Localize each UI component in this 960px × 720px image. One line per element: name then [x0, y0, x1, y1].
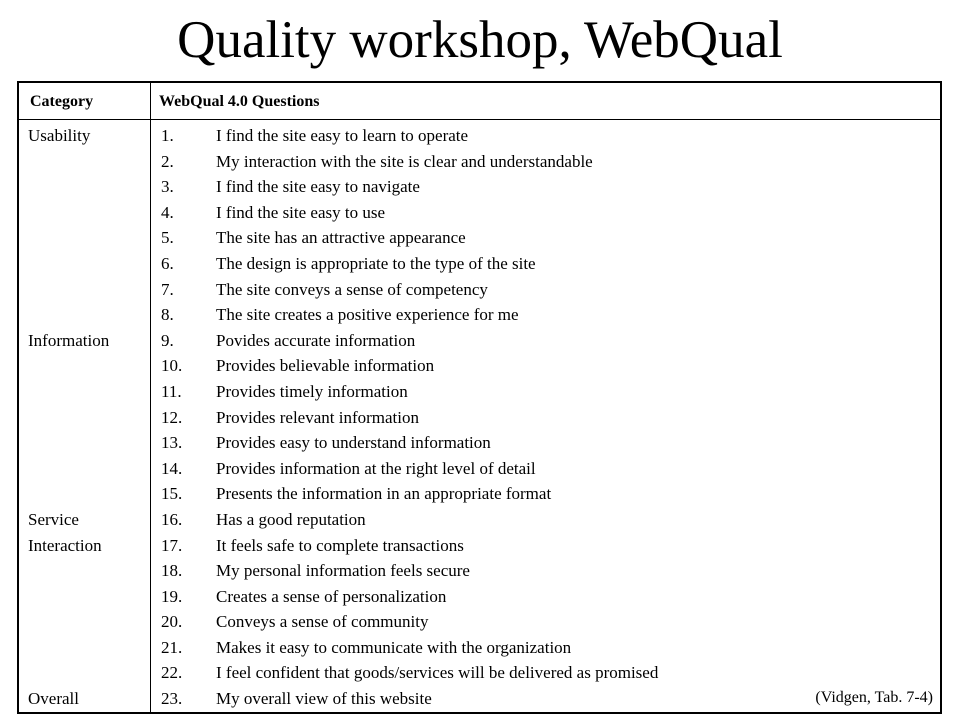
- column-header-questions: WebQual 4.0 Questions: [159, 93, 320, 110]
- question-text: Provides relevant information: [216, 407, 420, 427]
- question-number: 4.: [161, 202, 174, 222]
- question-number: 15.: [161, 484, 183, 504]
- category-overall: Overall: [28, 689, 79, 709]
- question-item: [161, 584, 658, 610]
- category-information: Information: [28, 330, 110, 350]
- question-text: The design is appropriate to the type of the site: [216, 253, 536, 273]
- question-text: Provides believable information: [216, 356, 435, 376]
- question-item: [161, 200, 658, 226]
- webqual-table: [17, 81, 942, 714]
- question-text: My interaction with the site is clear and understandable: [216, 151, 593, 171]
- question-item: [161, 481, 658, 507]
- question-number: 20.: [161, 612, 183, 632]
- source-citation: (Vidgen, Tab. 7-4): [815, 689, 933, 706]
- question-number: 10.: [161, 356, 183, 376]
- question-number: 13.: [161, 433, 183, 453]
- question-text: The site conveys a sense of competency: [216, 279, 488, 299]
- question-item: [161, 558, 658, 584]
- question-list: [161, 123, 658, 712]
- question-item: [161, 123, 658, 149]
- question-text: Provides information at the right level of detail: [216, 458, 536, 478]
- column-divider: [150, 83, 151, 712]
- question-number: 22.: [161, 663, 183, 683]
- question-text: Has a good reputation: [216, 509, 366, 529]
- question-item: [161, 225, 658, 251]
- question-number: 12.: [161, 407, 183, 427]
- question-number: 17.: [161, 535, 183, 555]
- question-item: [161, 302, 658, 328]
- question-number: 8.: [161, 305, 174, 325]
- question-number: 7.: [161, 279, 174, 299]
- question-item: [161, 456, 658, 482]
- question-number: 19.: [161, 586, 183, 606]
- category-usability: Usability: [28, 126, 91, 145]
- category-interaction: Interaction: [28, 535, 102, 555]
- question-item: [161, 149, 658, 175]
- question-text: Povides accurate information: [216, 330, 416, 350]
- question-text: Conveys a sense of community: [216, 612, 429, 632]
- question-item: [161, 635, 658, 661]
- header-divider: [19, 119, 940, 120]
- category-service: Service: [28, 510, 79, 529]
- question-number: 16.: [161, 509, 183, 529]
- question-text: My personal information feels secure: [216, 561, 470, 581]
- question-text: Makes it easy to communicate with the organization: [216, 637, 572, 657]
- question-text: Provides easy to understand information: [216, 433, 491, 453]
- question-item: [161, 533, 658, 559]
- column-header-category: Category: [30, 93, 94, 110]
- question-text: The site has an attractive appearance: [216, 228, 466, 248]
- question-item: [161, 277, 658, 303]
- question-number: 6.: [161, 253, 174, 273]
- question-text: Presents the information in an appropriate format: [216, 484, 552, 504]
- question-text: My overall view of this website: [216, 689, 432, 709]
- question-number: 1.: [161, 126, 174, 145]
- question-text: I feel confident that goods/services will be delivered as promised: [216, 663, 659, 683]
- question-number: 2.: [161, 151, 174, 171]
- question-number: 5.: [161, 228, 174, 248]
- question-text: I find the site easy to use: [216, 202, 386, 222]
- question-item: [161, 353, 658, 379]
- question-item: [161, 328, 658, 354]
- question-item: [161, 660, 658, 686]
- question-number: 3.: [161, 177, 174, 197]
- question-number: 14.: [161, 458, 183, 478]
- question-item: [161, 405, 658, 431]
- question-item: [161, 379, 658, 405]
- question-number: 18.: [161, 561, 183, 581]
- question-item: [161, 251, 658, 277]
- question-number: 9.: [161, 330, 174, 350]
- question-item: [161, 609, 658, 635]
- question-text: It feels safe to complete transactions: [216, 535, 464, 555]
- page-title: Quality workshop, WebQual: [177, 11, 783, 69]
- question-text: The site creates a positive experience for me: [216, 305, 519, 325]
- question-item: [161, 430, 658, 456]
- question-number: 11.: [161, 381, 182, 401]
- question-text: Creates a sense of personalization: [216, 586, 447, 606]
- question-number: 21.: [161, 637, 183, 657]
- question-number: 23.: [161, 689, 183, 709]
- question-item: [161, 507, 658, 533]
- question-text: Provides timely information: [216, 381, 408, 401]
- question-item: [161, 686, 658, 712]
- question-text: I find the site easy to navigate: [216, 177, 420, 197]
- question-item: [161, 174, 658, 200]
- question-text: I find the site easy to learn to operate: [216, 126, 469, 145]
